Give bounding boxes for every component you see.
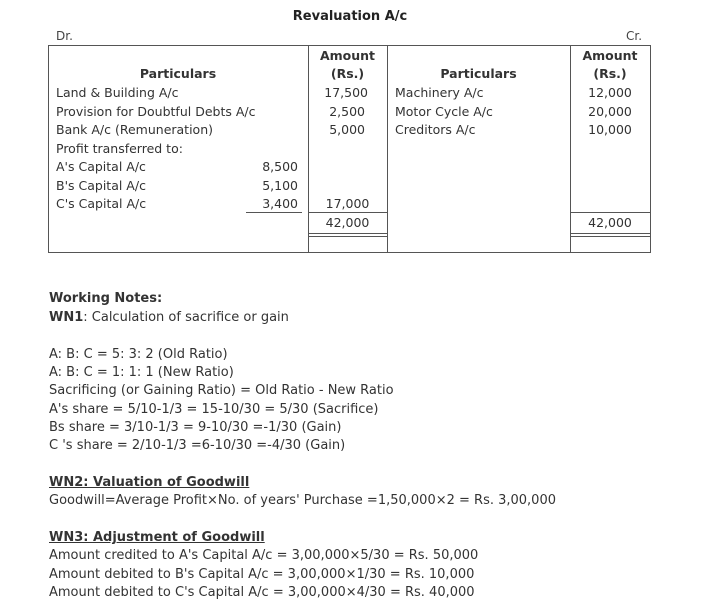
profit-total-amount: 17,000 (325, 196, 370, 211)
partner-capital-value: 8,500 (262, 159, 298, 174)
table-right-border (650, 45, 651, 253)
old-ratio-line: A: B: C = 5: 3: 2 (Old Ratio) (49, 347, 228, 362)
wn3-heading: WN3: Adjustment of Goodwill (49, 530, 265, 545)
header-particulars-credit: Particulars (440, 66, 517, 81)
wn3-a-line: Amount credited to A's Capital A/c = 3,00,000×5/30 = Rs. 50,000 (49, 548, 479, 563)
debit-total-amount: 42,000 (325, 215, 370, 230)
debit-row-label: Provision for Doubtful Debts A/c (56, 104, 256, 119)
debit-row-amount: 17,500 (324, 85, 368, 100)
partner-capital-value: 3,400 (262, 196, 298, 211)
partner-capital-label: B's Capital A/c (56, 178, 146, 193)
credit-total-amount: 42,000 (588, 215, 632, 230)
credit-row-amount: 12,000 (588, 85, 632, 100)
credit-row-amount: 10,000 (588, 122, 632, 137)
credit-row-label: Machinery A/c (395, 85, 484, 100)
debit-row-label: Bank A/c (Remuneration) (56, 122, 214, 137)
wn1-tag: WN1 (49, 310, 84, 325)
wn1-text: : Calculation of sacrifice or gain (83, 310, 289, 325)
revaluation-ledger-table (48, 45, 651, 253)
wn3-b-line: Amount debited to B's Capital A/c = 3,00,000×1/30 = Rs. 10,000 (49, 567, 475, 582)
wn1-line (49, 309, 289, 328)
debit-total-rule-double (308, 236, 387, 237)
credit-row-label: Creditors A/c (395, 122, 476, 137)
account-title: Revaluation A/c (292, 9, 408, 24)
credit-total-rule-double (570, 236, 650, 237)
b-share-line: Bs share = 3/10-1/3 = 9-10/30 =-1/30 (Gain) (49, 420, 342, 435)
profit-transferred-label: Profit transferred to: (56, 141, 183, 156)
credit-total-rule-bottom (570, 233, 650, 234)
credit-row-label: Motor Cycle A/c (395, 104, 493, 119)
debit-row-amount: 5,000 (329, 122, 365, 137)
credit-label: Cr. (626, 29, 643, 43)
header-amount-debit: Amount (319, 48, 376, 63)
subtotal-underline (246, 212, 302, 213)
wn2-goodwill-line: Goodwill=Average Profit×No. of years' Purchase =1,50,000×2 = Rs. 3,00,000 (49, 493, 556, 508)
header-amount-debit-unit: (Rs.) (330, 66, 365, 81)
credit-row-amount: 20,000 (588, 104, 632, 119)
debit-total-rule-bottom (308, 233, 387, 234)
debit-total-rule-top (308, 212, 387, 213)
debit-label: Dr. (56, 29, 73, 43)
credit-total-rule-top (570, 212, 650, 213)
sacrifice-formula-line: Sacrificing (or Gaining Ratio) = Old Ratio - New Ratio (49, 383, 394, 398)
wn3-c-line: Amount debited to C's Capital A/c = 3,00,000×4/30 = Rs. 40,000 (49, 585, 475, 600)
partner-capital-label: C's Capital A/c (56, 196, 147, 211)
partner-capital-value: 5,100 (262, 178, 298, 193)
a-share-line: A's share = 5/10-1/3 = 15-10/30 = 5/30 (Sacrifice) (49, 402, 379, 417)
debit-row-label: Land & Building A/c (56, 85, 179, 100)
header-amount-credit-unit: (Rs.) (593, 66, 627, 81)
working-notes-heading: Working Notes: (49, 291, 163, 306)
debit-row-amount: 2,500 (329, 104, 365, 119)
new-ratio-line: A: B: C = 1: 1: 1 (New Ratio) (49, 365, 234, 380)
header-particulars-debit: Particulars (139, 66, 217, 81)
c-share-line: C 's share = 2/10-1/3 =6-10/30 =-4/30 (Gain) (49, 438, 346, 453)
table-bottom-border (48, 252, 651, 253)
header-amount-credit: Amount (582, 48, 638, 63)
table-top-border (48, 45, 651, 46)
partner-capital-label: A's Capital A/c (56, 159, 146, 174)
wn2-heading: WN2: Valuation of Goodwill (49, 475, 250, 490)
